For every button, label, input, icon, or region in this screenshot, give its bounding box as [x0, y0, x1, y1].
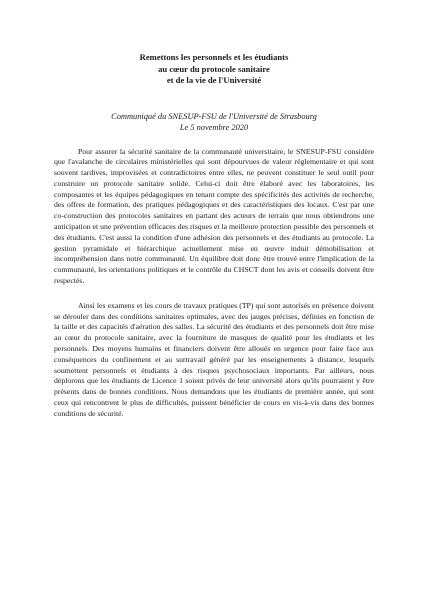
- subtitle-line: Communiqué du SNESUP-FSU de l'Université de Strasbourg: [111, 111, 317, 121]
- title-line: et de la vie de l'Université: [166, 75, 262, 85]
- body-paragraph: [54, 147, 374, 287]
- paragraph-text: Ainsi les examens et les cours de travaux pratiques (TP) qui sont autorisés en présence doivent se dérouler dans des conditions sanitaires optimales, avec des jauges précises, définies en fonction de la taille et des capacités d'aération des salles. La sécurité des étudiants et des personnels doit être mise au cœur du protocole sanitaire, avec la fourniture de masques de qualité pour les étudiants et les personnels. Des moyens humains et financiers doivent être alloués en urgence pour faire face aux conséquences du confinement et au surtravail généré par les enseignements à distance, lesquels soumettent personnels et étudiants à des risques psychosociaux importants. Par ailleurs, nous déplorons que les étudiants de Licence 1 soient privés de leur université alors qu'ils pourraient y être présents dans de bonnes conditions. Nous demandons que les étudiants de première année, qui sont ceux qui rencontrent le plus de difficultés, puissent bénéficier de cours en vis-à-vis dans des bonnes conditions de sécurité.: [54, 300, 374, 418]
- document-subtitle: [54, 111, 374, 134]
- document-title: [54, 52, 374, 87]
- body-paragraph: [54, 301, 374, 420]
- title-line: au cœur du protocole sanitaire: [158, 63, 270, 74]
- subtitle-date: Le 5 novembre 2020: [179, 123, 249, 132]
- title-line: Remettons les personnels et les étudiants: [139, 52, 289, 62]
- paragraph-text: Pour assurer la sécurité sanitaire de la communauté universitaire, le SNESUP-FSU considère que l'avalanche de circulaires ministérielles qui sont dépourvues de valeur réglementaire et qui sont souvent tardives, improvisées et contradictoires entre elles, ne peuvent constituer le seul outil pour construire un protocole sanitaire solide. Celui-ci doit être élaboré avec les laboratoires, les composantes et les équipes pédagogiques en tenant compte des spécificités des activités de recherche, des offres de formation, des pratiques pédagogiques et des caractéristiques des locaux. C'est par une co-construction des protocoles sanitaires en partant des acteurs de terrain que nous obtiendrons une anticipation et une prévention efficaces des risques et la meilleure protection possible des personnels et des étudiants. C'est aussi la condition d'une adhésion des personnels et des étudiants au protocole. La gestion pyramidale et hiérarchique actuellement mise en œuvre induit démobilisation et incompréhension dans notre communauté. Un équilibre doit donc être trouvé entre l'implication de la communauté, les orientations politiques et le contrôle du CHSCT dont les avis et conseils doivent être respectés.: [54, 146, 374, 286]
